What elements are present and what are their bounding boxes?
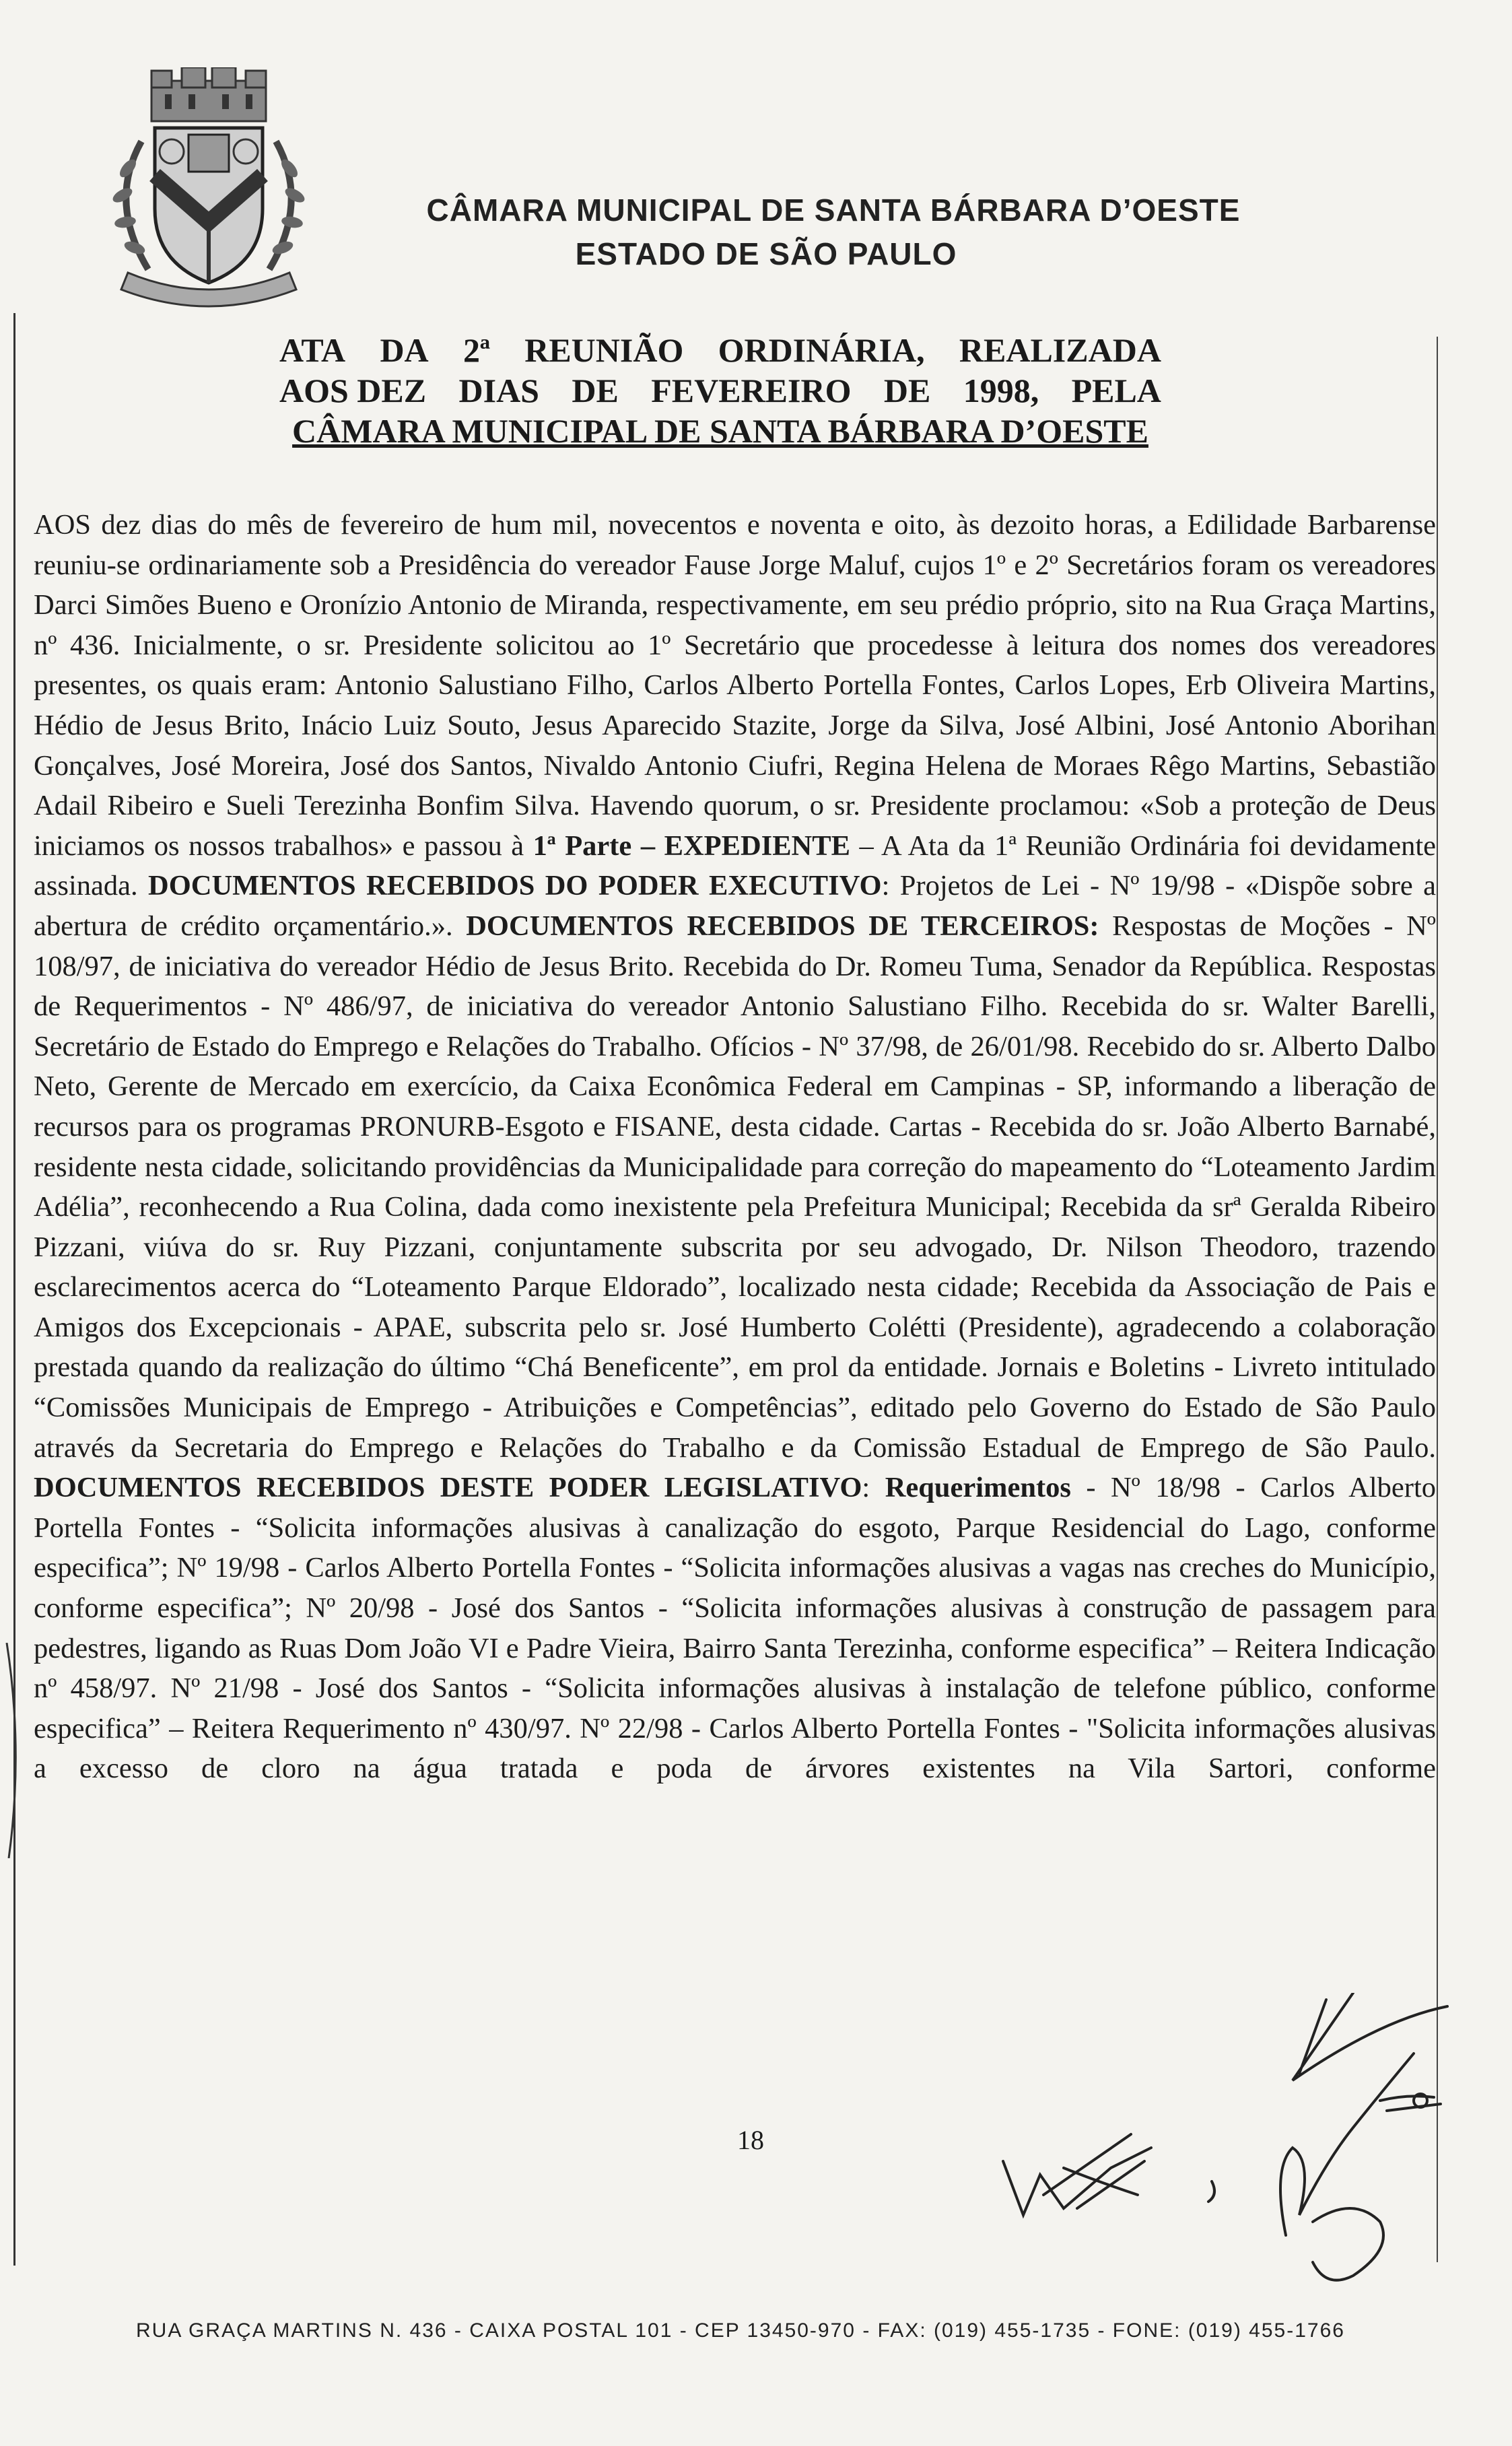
- body-text-run: : Projetos de Lei - Nº 19/98 - «Dispõe sobre a abertura de crédito orçamentário.».: [34, 870, 1437, 942]
- section-heading-expediente: 1ª Parte – EXPEDIENTE: [532, 829, 850, 862]
- title-word: 2ª: [462, 331, 490, 369]
- section-heading-executive-docs: DOCUMENTOS RECEBIDOS DO PODER EXECUTIVO: [148, 870, 882, 902]
- section-heading-third-party-docs: DOCUMENTOS RECEBIDOS DE TERCEIROS:: [466, 910, 1099, 942]
- title-word: FEVEREIRO: [651, 372, 852, 409]
- body-text-run: :: [862, 1472, 885, 1504]
- section-heading-legislative-docs: DOCUMENTOS RECEBIDOS DESTE PODER LEGISLATIVO: [34, 1472, 862, 1504]
- title-line-3: CÂMARA MUNICIPAL DE SANTA BÁRBARA D’OESTE: [292, 412, 1148, 450]
- body-text-run: – A Ata da 1ª Reunião Ordinária foi devidamente assinada.: [34, 829, 1437, 902]
- coat-of-arms-icon: [101, 67, 316, 310]
- title-word: PELA: [1071, 372, 1161, 409]
- title-word: DA: [380, 331, 429, 369]
- title-word: 1998,: [963, 372, 1039, 409]
- page-number: 18: [737, 2125, 764, 2155]
- title-line-2: [279, 370, 1161, 411]
- title-word: ORDINÁRIA,: [718, 331, 925, 369]
- left-margin-line: [13, 313, 15, 2266]
- title-word: REALIZADA: [959, 331, 1161, 369]
- title-word: REUNIÃO: [524, 331, 684, 369]
- body-text-run: AOS dez dias do mês de fevereiro de hum mil, novecentos e noventa e oito, às dezoito horas, a Edilidade Barbarense reuniu-se ordinariamente sob a Presidência do vereador Fause Jorge Maluf, cujos 1º e 2º Secretários foram os vereadores Darci Simões Bueno e Oronízio Antonio de Miranda, respectivamente, em seu prédio próprio, sito na Rua Graça Martins, nº 436. Inicialmente, o sr. Presidente solicitou ao 1º Secretário que procedesse à leitura dos nomes dos vereadores presentes, os quais eram: Antonio Salustiano Filho, Carlos Alberto Portella Fontes, Carlos Lopes, Erb Oliveira Martins, Hédio de Jesus Brito, Inácio Luiz Souto, Jesus Aparecido Stazite, Jorge da Silva, José Albini, José Antonio Aborihan Gonçalves, José Moreira, José dos Santos, Nivaldo Antonio Ciufri, Regina Helena de Moraes Rêgo Martins, Sebastião Adail Ribeiro e Sueli Terezinha Bonfim Silva. Havendo quorum, o sr. Presidente proclamou: «Sob a proteção de Deus iniciamos os nossos trabalhos» e passou à: [34, 509, 1436, 862]
- minutes-paragraph: [34, 505, 1436, 1789]
- body-text-run: - Nº 18/98 - Carlos Alberto Portella Fontes - “Solicita informações alusivas à canalização do esgoto, Parque Residencial do Lago, conforme especifica”; Nº 19/98 - Carlos Alberto Portella Fontes - “Solicita informações alusivas a vagas nas creches do Município, conforme especifica”; Nº 20/98 - José dos Santos - “Solicita informações alusivas à construção de passagem para pedestres, ligando as Ruas Dom João VI e Padre Vieira, Bairro Santa Terezinha, conforme especifica” – Reitera Indicação nº 458/97. Nº 21/98 - José dos Santos - “Solicita informações alusivas à instalação de telefone público, conforme especifica” – Reitera Requerimento nº 430/97. Nº 22/98 - Carlos Alberto Portella Fontes - "Solicita informações alusivas a excesso de cloro na água tratada e poda de árvores existentes na Vila Sartori, conforme: [34, 1472, 1436, 1785]
- document-title: [279, 330, 1161, 451]
- chamber-name-header: CÂMARA MUNICIPAL DE SANTA BÁRBARA D’OESTE: [426, 193, 1241, 228]
- title-line-1: [279, 330, 1161, 370]
- body-text-run: Respostas de Moções - Nº 108/97, de iniciativa do vereador Hédio de Jesus Brito. Recebida do Dr. Romeu Tuma, Senador da República. Respostas de Requerimentos - Nº 486/97, de iniciativa do vereador Antonio Salustiano Filho. Recebida do sr. Walter Barelli, Secretário de Estado do Emprego e Relações do Trabalho. Ofícios - Nº 37/98, de 26/01/98. Recebido do sr. Alberto Dalbo Neto, Gerente de Mercado em exercício, da Caixa Econômica Federal em Campinas - SP, informando a liberação de recursos para os programas PRONURB-Esgoto e FISANE, desta cidade. Cartas - Recebida do sr. João Alberto Barnabé, residente nesta cidade, solicitando providências da Municipalidade para correção do mapeamento do “Loteamento Jardim Adélia”, reconhecendo a Rua Colina, dada como inexistente pela Prefeitura Municipal; Recebida da srª Geralda Ribeiro Pizzani, viúva do sr. Ruy Pizzani, conjuntamente subscrita por seu advogado, Dr. Nilson Theodoro, trazendo esclarecimentos acerca do “Loteamento Parque Eldorado”, localizado nesta cidade; Recebida da Associação de Pais e Amigos dos Excepcionais - APAE, subscrita pelo sr. José Humberto Colétti (Presidente), agradecendo a colaboração prestada quando da realização do último “Chá Beneficente”, em prol da entidade. Jornais e Boletins - Livreto intitulado “Comissões Municipais de Emprego - Atribuições e Competências”, editado pelo Governo do Estado de São Paulo através da Secretaria do Emprego e Relações do Trabalho e da Comissão Estadual de Emprego de São Paulo.: [34, 910, 1436, 1464]
- handwritten-signatures-icon: [976, 1993, 1461, 2316]
- title-word: DIAS: [458, 372, 539, 409]
- minutes-body: [34, 505, 1436, 1789]
- title-word: AOS DEZ: [279, 372, 427, 409]
- title-word: ATA: [279, 331, 346, 369]
- stray-margin-mark: [3, 1643, 30, 1858]
- address-footer: RUA GRAÇA MARTINS N. 436 - CAIXA POSTAL 101 - CEP 13450-970 - FAX: (019) 455-1735 - FONE: (019) 455-1766: [136, 2319, 1345, 2342]
- right-margin-line: [1437, 337, 1438, 2262]
- title-word: DE: [883, 372, 931, 409]
- title-word: DE: [572, 372, 619, 409]
- requerimentos-heading: Requerimentos: [885, 1472, 1071, 1504]
- state-name-header: ESTADO DE SÃO PAULO: [575, 236, 957, 271]
